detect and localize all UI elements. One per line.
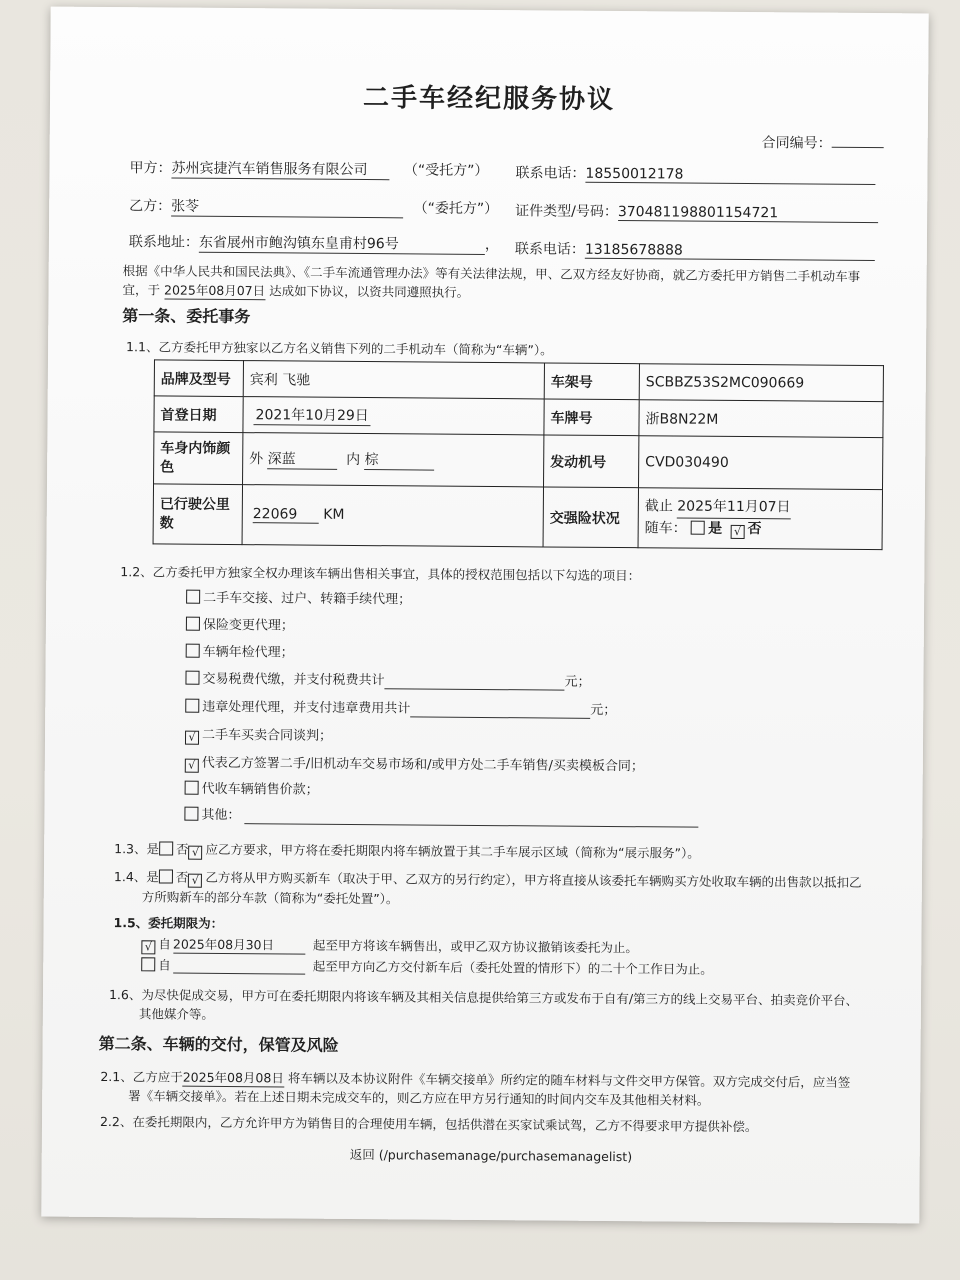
clause-1-3-text: 应乙方要求，甲方将在委托期限内将车辆放置于其二手车展示区域（简称为“展示服务”）。 (205, 841, 700, 861)
article-1-heading: 第一条、委托事务 (122, 306, 251, 327)
option-2-text: 保险变更代理； (202, 617, 294, 634)
vin-label: 车架号 (544, 363, 639, 400)
term-option-2-blank (173, 958, 305, 975)
option-4-checkbox[interactable] (185, 671, 199, 685)
term-option-2-checkbox[interactable] (141, 957, 155, 971)
follow-yes-label: 是 (708, 520, 723, 537)
clause-1-4-yes-checkbox[interactable] (159, 869, 173, 883)
option-5 (185, 696, 616, 719)
option-5-blank (410, 701, 590, 718)
engine-label: 发动机号 (544, 435, 639, 488)
clause-1-4-text: 乙方将从甲方购买新车（取决于甲、乙双方的另行约定），甲方将直接从该委托车辆购买方处收取车辆的出售款以抵扣乙 (205, 869, 862, 890)
term-option-1-from: 自 (158, 936, 171, 952)
party-a-role: （“受托方”） (403, 162, 489, 180)
vehicle-info-table (153, 359, 884, 550)
party-a-phone-row (515, 162, 875, 185)
party-b-phone-row (515, 238, 875, 261)
mileage-cell (242, 485, 543, 547)
option-2-checkbox[interactable] (186, 617, 200, 631)
clause-1-4-num: 1.4、 (113, 869, 147, 885)
follow-no-label: 否 (747, 521, 762, 538)
party-b-label: 乙方： (129, 198, 172, 215)
clause-1-3 (114, 839, 700, 864)
option-9-blank (244, 808, 698, 828)
color-cell (243, 433, 544, 487)
document-title: 二手车经纪服务协议 (362, 83, 616, 116)
plate-value: 浙B8N22M (639, 400, 883, 438)
option-4 (185, 668, 590, 691)
party-a-phone-label: 联系电话： (515, 165, 586, 182)
option-3-checkbox[interactable] (186, 644, 200, 658)
term-option-1 (141, 934, 638, 958)
clause-2-1-text: 将车辆以及本协议附件《车辆交接单》所约定的随车材料与文件交甲方保管。双方完成交付后，应当签 (287, 1070, 851, 1090)
follow-label: 随车： (644, 520, 687, 537)
party-a-row (129, 157, 488, 181)
option-6 (185, 724, 332, 746)
clause-1-3-yes-label: 是 (146, 841, 160, 857)
option-6-checkbox[interactable]: √ (185, 731, 199, 745)
clause-1-3-num: 1.3、 (114, 841, 147, 857)
option-2 (186, 614, 294, 634)
option-8-checkbox[interactable] (185, 781, 199, 795)
contract-number (762, 132, 884, 153)
clause-1-2: 1.2、乙方委托甲方独家全权办理该车辆出售相关事宜，具体的授权范围包括以下勾选的项目： (120, 564, 641, 584)
option-5-text: 违章处理代理，并支付违章费用共计 (202, 699, 411, 717)
clause-2-1-prefix: 2.1、乙方应于 (100, 1068, 183, 1085)
preamble-line2 (122, 280, 469, 302)
term-option-2-text: 起至甲方向乙方交付新车后（委托处置的情形下）的二十个工作日为止。 (312, 958, 713, 977)
clause-1-5-heading: 1.5、委托期限为： (113, 915, 224, 931)
insurance-label: 交强险状况 (543, 487, 638, 548)
option-4-suffix: 元； (564, 674, 591, 690)
option-8-text: 代收车辆销售价款； (201, 781, 319, 798)
contract-paper (41, 7, 928, 1224)
footer-return-link[interactable]: 返回 (/purchasemanage/purchasemanagelist) (349, 1146, 633, 1165)
term-option-1-checkbox[interactable]: √ (141, 940, 155, 954)
insurance-expiry (645, 496, 876, 520)
reg-date-value: 2021年10月29日 (253, 404, 370, 426)
mileage-unit: KM (323, 506, 345, 523)
option-7-text: 代表乙方签署二手/旧机动车交易市场和/或甲方处二手车销售/买卖模板合同； (201, 755, 645, 775)
clause-1-6-line1: 1.6、为尽快促成交易，甲方可在委托期限内将该车辆及其相关信息提供给第三方或发布于自有/第三方的线上交易平台、拍卖竞价平台、 (108, 987, 859, 1008)
option-7 (185, 752, 644, 777)
party-b-phone: 13185678888 (585, 242, 875, 261)
follow-yes-checkbox[interactable] (691, 521, 705, 535)
insurance-date: 2025年11月07日 (677, 497, 790, 520)
mileage-label: 已行驶公里数 (153, 484, 242, 545)
preamble-line1: 根据《中华人民共和国民法典》、《二手车流通管理办法》等有关法律法规，甲、乙双方经友好协商，就乙方委托甲方销售二手机动车事 (122, 263, 861, 284)
preamble-suffix: 达成如下协议，以资共同遵照执行。 (269, 283, 470, 300)
option-9-text: 其他： (201, 807, 241, 824)
insurance-prefix: 截止 (644, 498, 673, 515)
party-b-address-row: 联系地址：东省展州市鲍沟镇东皇甫村96号 ， (129, 231, 499, 255)
option-9 (184, 804, 698, 828)
mileage-value: 22069 (253, 506, 319, 524)
clause-2-1-date: 2025年08月08日 (182, 1069, 284, 1086)
clause-1-4-no-label: 否 (175, 869, 189, 885)
clause-2-2: 2.2、在委托期限内，乙方允许甲方为销售目的合理使用车辆，包括供潜在买家试乘试驾，乙方不得要求甲方提供补偿。 (99, 1113, 758, 1135)
term-option-2-from: 自 (158, 957, 171, 973)
exterior-prefix: 外 (249, 451, 264, 468)
vin-value: SCBBZ53S2MC090669 (639, 364, 883, 402)
party-a-name: 苏州宾捷汽车销售服务有限公司 (171, 158, 389, 181)
option-3-text: 车辆年检代理； (202, 644, 294, 661)
option-7-checkbox[interactable]: √ (185, 759, 199, 773)
clause-1-1: 1.1、乙方委托甲方独家以乙方名义销售下列的二手机动车（简称为“车辆”）。 (126, 339, 553, 358)
clause-2-1-line2: 署《车辆交接单》。若在上述日期未完成交车的，则乙方应在甲方另行通知的时间内交车及其他相关材料。 (128, 1088, 710, 1108)
reg-date-label: 首登日期 (154, 396, 243, 433)
exterior-color: 深蓝 (268, 448, 338, 470)
interior-color: 棕 (364, 449, 434, 471)
party-b-address: 东省展州市鲍沟镇东皇甫村96号 (199, 232, 485, 255)
party-b-role: （“委托方”） (413, 200, 499, 218)
insurance-cell (638, 488, 882, 550)
option-1 (186, 587, 411, 608)
option-3 (186, 641, 294, 661)
clause-1-6-line2: 其他媒介等。 (138, 1006, 214, 1022)
engine-value: CVD030490 (639, 436, 883, 490)
insurance-follow (645, 518, 876, 541)
brand-value: 宾利 飞驰 (243, 361, 544, 399)
party-b-row (129, 195, 498, 219)
clause-1-3-yes-checkbox[interactable] (159, 841, 173, 855)
clause-1-4-no-checkbox[interactable]: √ (188, 874, 202, 888)
contract-number-blank (832, 133, 884, 148)
option-8 (185, 778, 319, 798)
party-a-phone: 18550012178 (585, 166, 875, 185)
term-option-2 (141, 955, 713, 977)
option-9-checkbox[interactable] (184, 807, 198, 821)
reg-date-cell (243, 397, 544, 435)
color-label: 车身内饰颜色 (154, 432, 243, 485)
party-b-id: 370481198801154721 (618, 204, 878, 223)
preamble-date: 2025年08月07日 (163, 282, 266, 299)
contract-number-label: 合同编号： (761, 135, 832, 152)
option-4-blank (384, 673, 564, 690)
party-b-id-row (515, 200, 878, 223)
party-b-phone-label: 联系电话： (514, 241, 585, 258)
article-2-heading: 第二条、车辆的交付，保管及风险 (98, 1033, 339, 1055)
plate-label: 车牌号 (544, 399, 639, 436)
party-b-address-label: 联系地址： (128, 234, 199, 251)
option-1-text: 二手车交接、过户、转籍手续代理； (203, 590, 412, 608)
clause-1-4-yes-label: 是 (146, 869, 159, 885)
clause-1-4-line2: 方所购新车的部分车款（简称为“委托处置”）。 (141, 889, 399, 907)
brand-label: 品牌及型号 (154, 360, 243, 397)
clause-1-3-no-label: 否 (175, 841, 189, 857)
clause-1-3-no-checkbox[interactable]: √ (188, 846, 202, 860)
term-option-1-text: 起至甲方将该车辆售出，或甲乙双方协议撤销该委托为止。 (312, 937, 638, 956)
party-b-name: 张苓 (171, 196, 403, 219)
option-1-checkbox[interactable] (186, 590, 200, 604)
option-5-suffix: 元； (590, 702, 617, 719)
interior-prefix: 内 (346, 451, 361, 469)
party-a-label: 甲方： (129, 160, 172, 177)
option-4-text: 交易税费代缴，并支付税费共计 (202, 671, 385, 689)
term-option-1-date: 2025年08月30日 (173, 935, 305, 955)
follow-no-checkbox[interactable]: √ (731, 525, 745, 539)
option-5-checkbox[interactable] (185, 699, 199, 713)
party-b-id-label: 证件类型/号码： (515, 203, 618, 221)
preamble-prefix: 宜，于 (122, 282, 161, 298)
option-6-text: 二手车买卖合同谈判； (201, 727, 333, 744)
